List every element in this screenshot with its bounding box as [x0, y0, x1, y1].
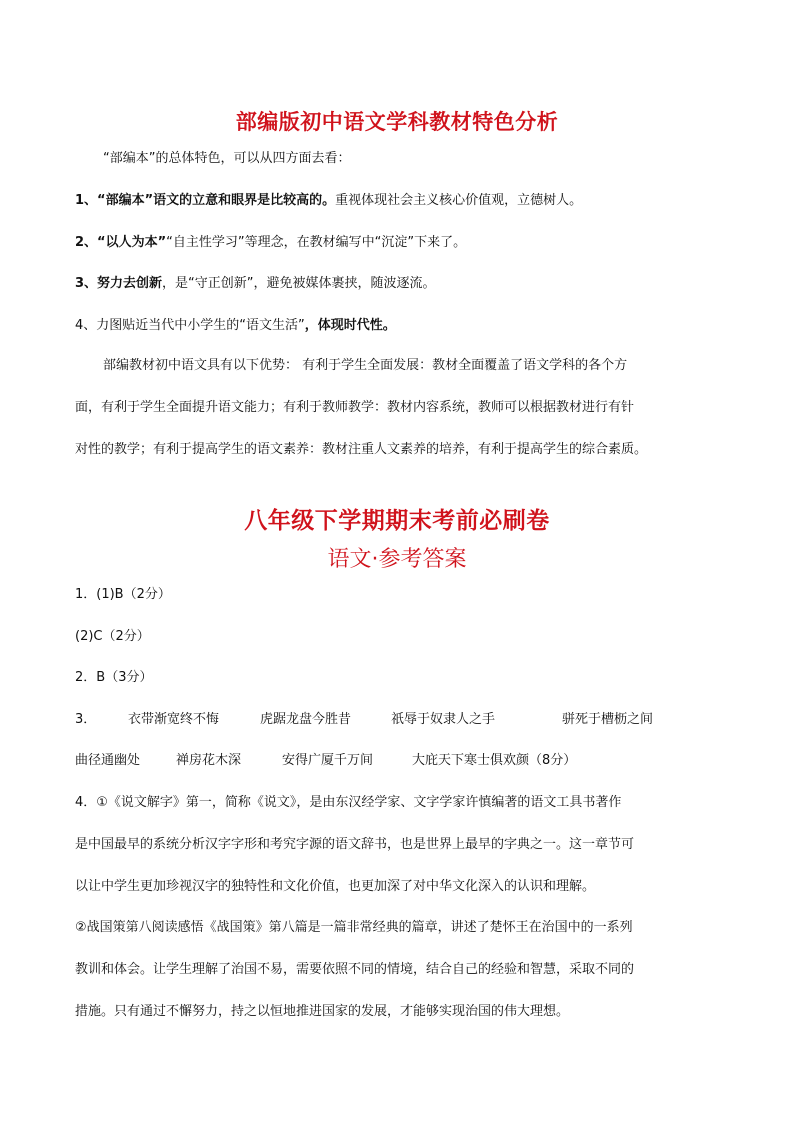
point-1 [75, 192, 735, 210]
answer-1-2: (2)C（2分） [75, 629, 150, 644]
intro-text: “部编本”的总体特色，可以从四方面去看： [103, 151, 351, 166]
answer-3-label: 3． [75, 712, 97, 727]
answer-3-item: 衣带渐宽终不悔 [128, 712, 220, 727]
section2-subtitle: 语文·参考答案 [327, 547, 467, 572]
answer-4-line-5: 教训和体会。让学生理解了治国不易，需要依照不同的情境，结合自己的经验和智慧，采取不同的 [75, 962, 635, 977]
advantages-line-2: 面，有利于学生全面提升语文能力；有利于教师教学：教材内容系统，教师可以根据教材进行有针 [75, 400, 635, 415]
answer-3-item: 祇辱于奴隶人之手 [391, 712, 496, 727]
point-4-bold: ，体现时代性。 [304, 318, 396, 333]
advantages-line-3: 对性的教学；有利于提高学生的语文素养：教材注重人文素养的培养，有利于提高学生的综合素质。 [75, 442, 648, 457]
point-4-rest: 4、力图贴近当代中小学生的“语文生活” [75, 318, 305, 333]
section1-title: 部编版初中语文学科教材特色分析 [235, 110, 559, 134]
answer-1-1: 1．(1)B（2分） [75, 587, 171, 602]
point-3-bold: 3、努力去创新 [75, 276, 163, 291]
answer-3-item: 曲径通幽处 [75, 753, 141, 768]
point-2-rest: “自主性学习”等理念，在教材编写中“沉淀”下来了。 [166, 235, 467, 250]
answer-3-row-1 [75, 711, 735, 729]
point-3 [75, 275, 735, 293]
point-3-rest: ，是“守正创新”，避免被媒体裹挟，随波逐流。 [162, 276, 436, 291]
answer-3-item: 安得广厦千万间 [282, 753, 374, 768]
point-2 [75, 234, 735, 252]
section2-title: 八年级下学期期末考前必刷卷 [244, 508, 550, 534]
answer-3-item: 虎踞龙盘今胜昔 [260, 712, 352, 727]
answer-4-line-3: 以让中学生更加珍视汉字的独特性和文化价值，也更加深了对中华文化深入的认识和理解。 [75, 879, 596, 894]
answer-2: 2．B（3分） [75, 670, 153, 685]
point-1-bold: 1、“部编本”语文的立意和眼界是比较高的。 [75, 193, 336, 208]
advantages-line-1: 部编教材初中语文具有以下优势： 有利于学生全面发展：教材全面覆盖了语文学科的各个方 [103, 358, 628, 373]
answer-3-item: 禅房花木深 [176, 753, 242, 768]
point-1-rest: 重视体现社会主义核心价值观，立德树人。 [335, 193, 583, 208]
point-2-bold: 2、“以人为本” [75, 235, 167, 250]
answer-4-line-2: 是中国最早的系统分析汉字字形和考究字源的语文辞书，也是世界上最早的字典之一。这一章节可 [75, 837, 635, 852]
answer-4-line-4: ②战国策第八阅读感悟《战国策》第八篇是一篇非常经典的篇章，讲述了楚怀王在治国中的一系列 [75, 920, 633, 935]
answer-4-line-6: 措施。只有通过不懈努力，持之以恒地推进国家的发展，才能够实现治国的伟大理想。 [75, 1004, 570, 1019]
point-4 [75, 317, 735, 335]
answer-4-line-1: 4．①《说文解字》第一，简称《说文》，是由东汉经学家、文字学家许慎编著的语文工具书著作 [75, 795, 622, 810]
answer-3-item: 大庇天下寒士俱欢颜（8分） [412, 753, 577, 768]
answer-3-item: 骈死于槽枥之间 [562, 712, 654, 727]
